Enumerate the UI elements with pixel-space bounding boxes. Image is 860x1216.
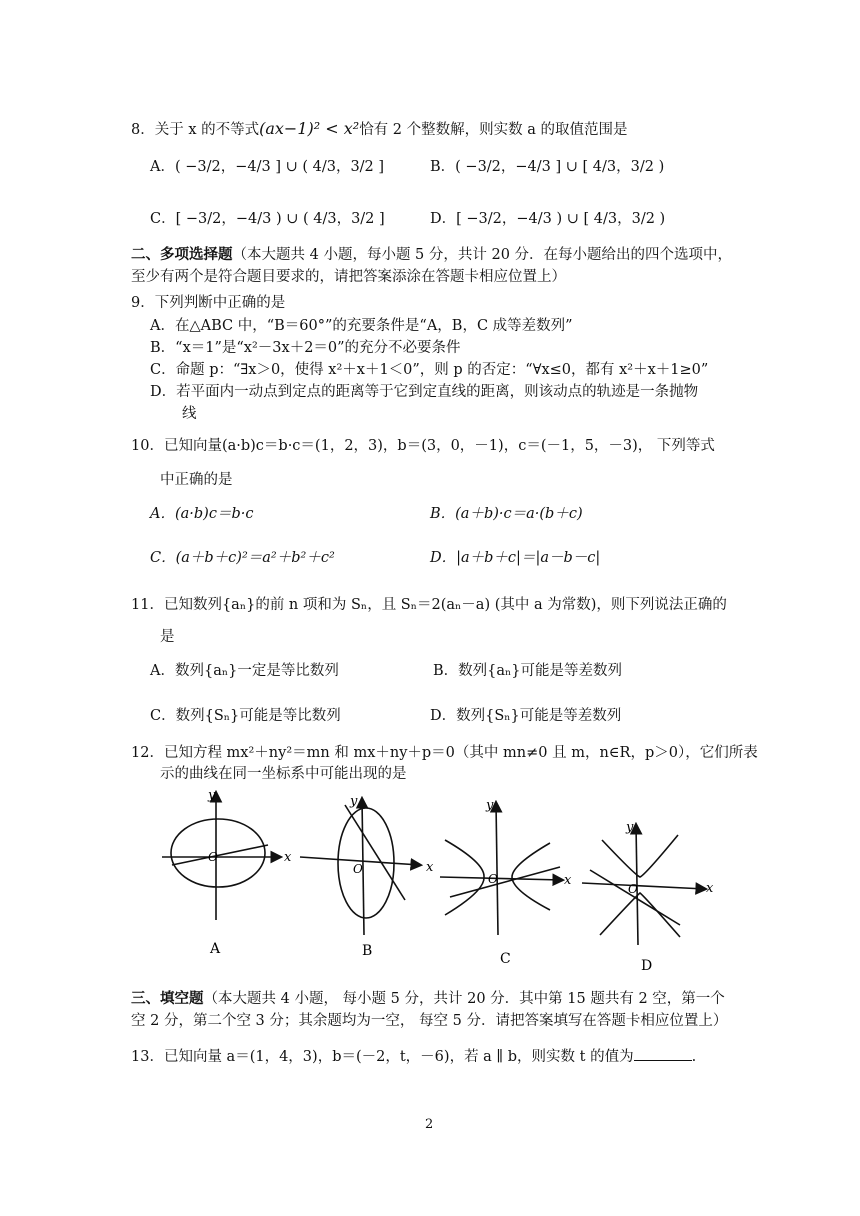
section-3-line2: 空 2 分，第二个空 3 分；其余题均为一空， 每空 5 分．请把答案填写在答题卡相应位置上）: [131, 1013, 728, 1029]
q12-stem-cont: 示的曲线在同一坐标系中可能出现的是: [160, 766, 407, 782]
q9-option-d: D．若平面内一动点到定点的距离等于它到定直线的距离，则该动点的轨迹是一条抛物: [150, 384, 699, 400]
q10-stem: 10．已知向量(a·b)c＝b·c＝(1，2，3)，b＝(3，0，－1)，c＝(－1，5，－3)， 下列等式: [131, 438, 715, 454]
q10-stem-cont: 中正确的是: [160, 472, 233, 488]
section-3-header: 三、填空题（本大题共 4 小题， 每小题 5 分，共计 20 分．其中第 15 题共有 2 空，第一个: [131, 990, 725, 1007]
figure-a-label: A: [210, 941, 221, 957]
q11-stem-cont: 是: [160, 629, 175, 645]
q8-option-a: A．( −3/2，−4/3 ] ∪ ( 4/3，3/2 ]: [150, 159, 385, 175]
figure-c-y-label: y: [486, 798, 494, 813]
figure-a: [162, 793, 280, 920]
figure-a-x-label: x: [284, 850, 292, 865]
figure-d: [582, 825, 705, 945]
q12-stem: 12．已知方程 mx²＋ny²＝mn 和 mx＋ny＋p＝0（其中 mn≠0 且 m，n∈R，p＞0），它们所表: [131, 745, 758, 761]
q12-figures: [150, 785, 730, 975]
q8-option-b: B．( −3/2，−4/3 ] ∪ [ 4/3，3/2 ): [430, 159, 665, 175]
q9-option-d-cont: 线: [182, 406, 197, 422]
q8-stem: 8．关于 x 的不等式(ax−1)² < x²恰有 2 个整数解，则实数 a 的取值范围是: [131, 119, 628, 138]
q8-option-d: D．[ −3/2，−4/3 ) ∪ [ 4/3，3/2 ): [430, 211, 666, 227]
section-2-line2: 至少有两个是符合题目要求的，请把答案添涂在答题卡相应位置上）: [131, 269, 566, 285]
figure-b-label: B: [362, 943, 373, 959]
figure-b-origin: O: [353, 862, 363, 876]
section-2-header: 二、多项选择题（本大题共 4 小题，每小题 5 分，共计 20 分．在每小题给出的四个选项中，: [131, 246, 733, 263]
q11-option-d: D．数列{Sₙ}可能是等差数列: [430, 708, 622, 724]
q9-option-a: A．在△ABC 中，“B＝60°”的充要条件是“A，B，C 成等差数列”: [150, 318, 573, 334]
figure-a-origin: O: [208, 850, 218, 864]
page-number: 2: [425, 1117, 434, 1132]
q11-option-b: B．数列{aₙ}可能是等差数列: [433, 663, 623, 679]
figure-c-x-label: x: [564, 873, 572, 888]
figure-d-origin: O: [628, 882, 638, 896]
q10-option-d: D．|a＋b＋c|＝|a－b－c|: [430, 550, 601, 566]
figure-c: [440, 803, 562, 935]
figure-b-y-label: y: [350, 794, 358, 809]
q11-option-c: C．数列{Sₙ}可能是等比数列: [150, 708, 341, 724]
figure-c-label: C: [500, 951, 511, 967]
q11-option-a: A．数列{aₙ}一定是等比数列: [150, 663, 339, 679]
q10-option-b: B．(a＋b)·c＝a·(b＋c): [430, 506, 583, 522]
q10-option-c: C．(a＋b＋c)²＝a²＋b²＋c²: [150, 550, 335, 566]
figure-a-y-label: y: [208, 788, 216, 803]
q9-stem: 9．下列判断中正确的是: [131, 295, 286, 311]
figure-d-y-label: y: [626, 820, 634, 835]
q10-option-a: A．(a·b)c＝b·c: [150, 506, 254, 522]
figure-b-x-label: x: [426, 860, 434, 875]
figure-d-label: D: [641, 958, 653, 974]
q9-option-b: B．“x＝1”是“x²－3x＋2＝0”的充分不必要条件: [150, 340, 461, 356]
q9-option-c: C．命题 p：“∃x＞0，使得 x²＋x＋1＜0”，则 p 的否定：“∀x≤0，都有 x²＋x＋1≥0”: [150, 362, 709, 378]
q11-stem: 11．已知数列{aₙ}的前 n 项和为 Sₙ，且 Sₙ＝2(aₙ－a) (其中 a 为常数)，则下列说法正确的: [131, 597, 727, 613]
q8-option-c: C．[ −3/2，−4/3 ) ∪ ( 4/3，3/2 ]: [150, 211, 385, 227]
q13-answer-blank: [634, 1046, 692, 1061]
figure-c-origin: O: [488, 872, 498, 886]
q13-stem: 13．已知向量 a＝(1，4，3)，b＝(－2，t，－6)，若 a ∥ b，则实数 t 的值为 .: [131, 1045, 696, 1066]
figure-d-x-label: x: [706, 881, 714, 896]
